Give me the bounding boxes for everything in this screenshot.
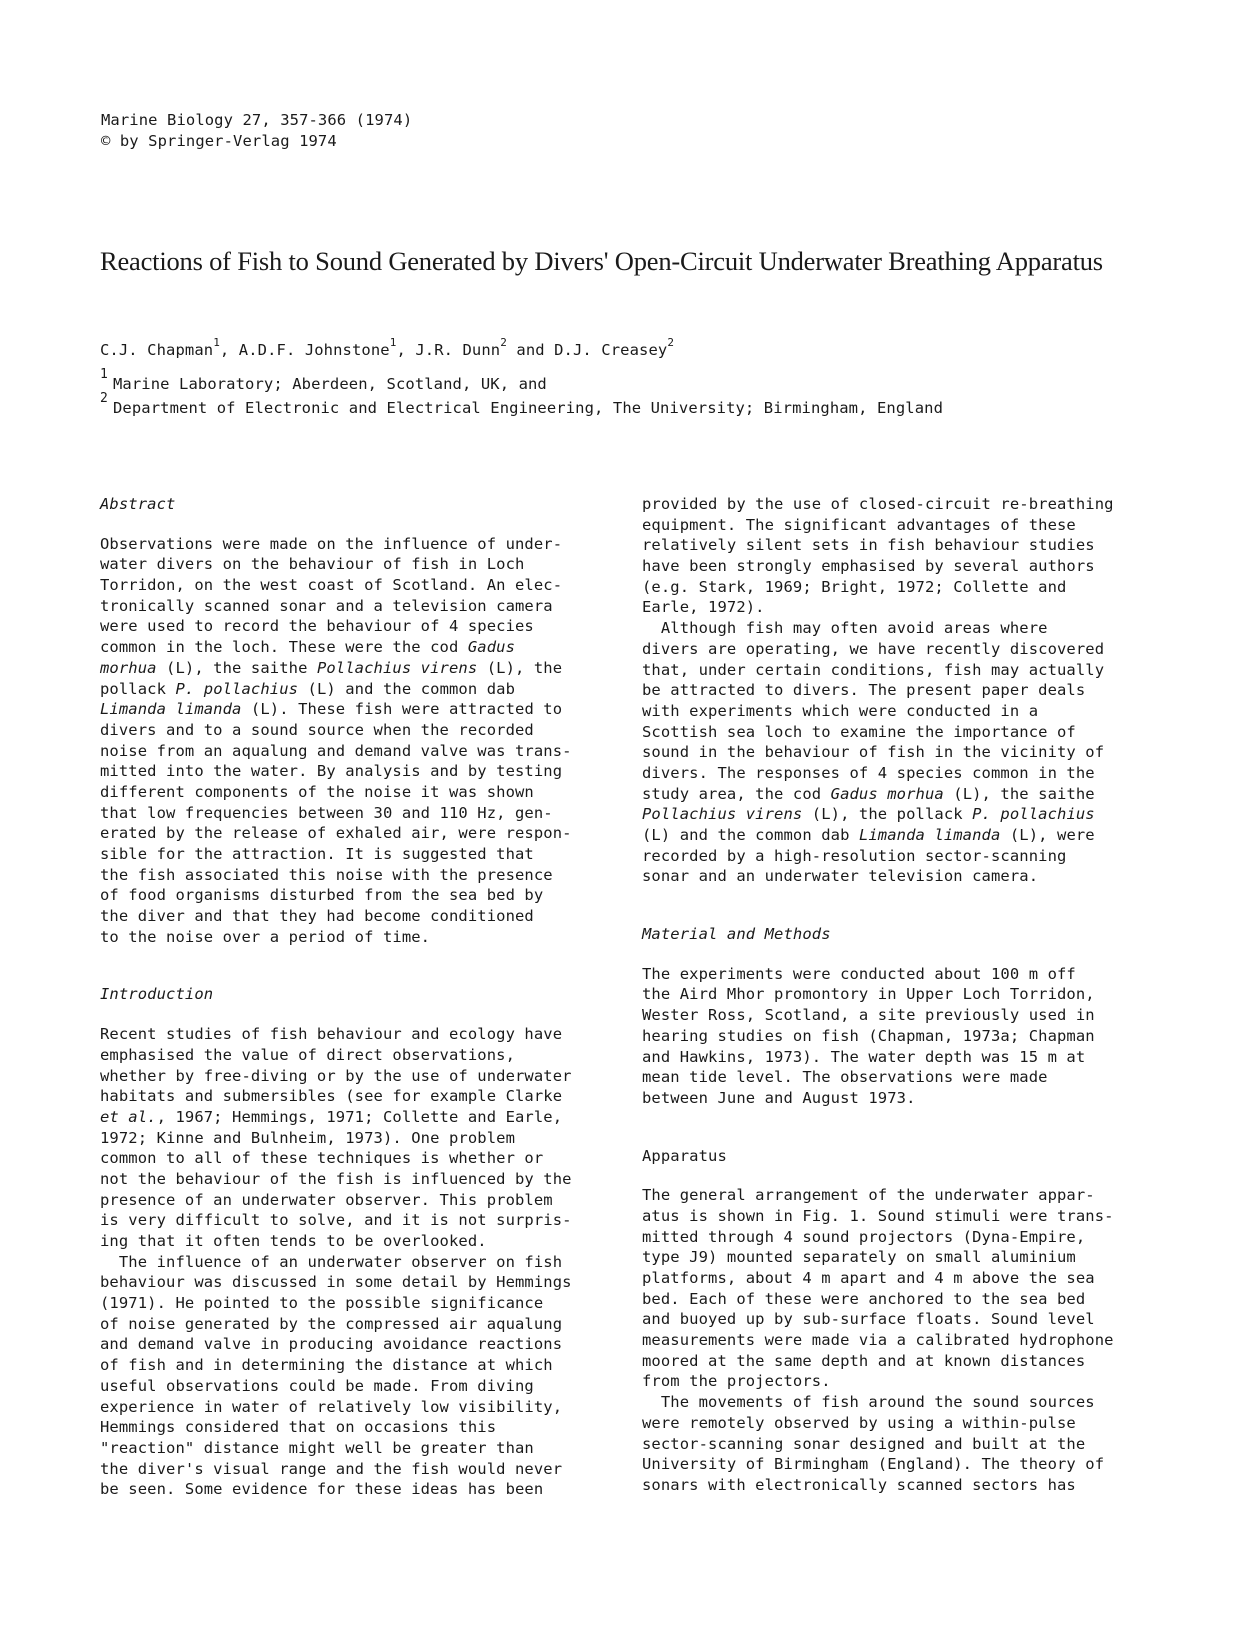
methods-heading: Material and Methods [642, 925, 831, 944]
text-line: have been strongly emphasised by several authors [642, 557, 1095, 576]
author-list: C.J. Chapman$^1$, A.D.F. Johnstone$^1$, J.R. Dunn$^2$ and D.J. Creasey$^2$ [100, 336, 675, 359]
text-line: 1972; Kinne and Bulnheim, 1973). One problem [100, 1128, 515, 1147]
apparatus-paragraph [642, 1185, 1147, 1495]
text-line: whether by free-diving or by the use of underwater [100, 1066, 572, 1085]
text-line: water divers on the behaviour of fish in Loch [100, 555, 525, 574]
text-line: Recent studies of fish behaviour and ecology have [100, 1025, 563, 1044]
text-line: were remotely observed by using a within-pulse [642, 1413, 1076, 1432]
author-affiliation-mark: 1 [213, 336, 220, 349]
text-line: platforms, about 4 m apart and 4 m above the sea [642, 1269, 1095, 1288]
text-line: Wester Ross, Scotland, a site previously used in [642, 1006, 1095, 1025]
text-line: and demand valve in producing avoidance reactions [100, 1335, 563, 1354]
text-line: of noise generated by the compressed air aqualung [100, 1314, 563, 1333]
text-line: sible for the attraction. It is suggested that [100, 845, 534, 864]
text-line: mitted into the water. By analysis and by testing [100, 762, 563, 781]
introduction-paragraph [100, 1024, 605, 1500]
author-name: A.D.F. Johnstone [238, 341, 390, 359]
text-line: hearing studies on fish (Chapman, 1973a; Chapman [642, 1026, 1095, 1045]
text-line: Scottish sea loch to examine the importance of [642, 722, 1076, 741]
abstract-heading: Abstract [100, 495, 176, 513]
journal-header [101, 110, 412, 151]
text-line: were used to record the behaviour of 4 species [100, 617, 534, 636]
text-line: morhua (L), the saithe Pollachius virens (L), the [100, 658, 563, 677]
text-line: atus is shown in Fig. 1. Sound stimuli were trans- [642, 1206, 1114, 1225]
author-name: D.J. Creasey [554, 341, 668, 359]
text-line: from the projectors. [642, 1372, 831, 1391]
text-line: and buoyed up by sub-surface floats. Sound level [642, 1310, 1095, 1329]
text-line: divers. The responses of 4 species common in the [642, 763, 1095, 782]
text-line: sound in the behaviour of fish in the vicinity of [642, 743, 1105, 762]
text-line: to the noise over a period of time. [100, 927, 431, 946]
text-line: between June and August 1973. [642, 1088, 916, 1107]
methods-paragraph [642, 964, 1147, 1109]
introduction-heading: Introduction [100, 985, 214, 1004]
text-line: (L) and the common dab Limanda limanda (L), were [642, 826, 1095, 844]
text-line: sector-scanning sonar designed and built at the [642, 1434, 1086, 1453]
affiliations [100, 367, 943, 419]
text-line: useful observations could be made. From diving [100, 1376, 534, 1395]
text-line: Hemmings considered that on occasions this [100, 1418, 497, 1437]
text-line: ing that it often tends to be overlooked. [100, 1232, 487, 1251]
text-line: erated by the release of exhaled air, were respon- [100, 824, 572, 843]
text-line: University of Birmingham (England). The theory of [642, 1455, 1105, 1474]
paper-title: Reactions of Fish to Sound Generated by Divers' Open-Circuit Underwater Breathing Apparatus [100, 246, 1103, 276]
text-line: the fish associated this noise with the presence [100, 865, 553, 884]
text-line: presence of an underwater observer. This problem [100, 1190, 553, 1209]
text-line: "reaction" distance might well be greater than [100, 1438, 534, 1457]
text-line: recorded by a high-resolution sector-scanning [642, 846, 1067, 865]
text-line: (1971). He pointed to the possible significance [100, 1294, 544, 1313]
text-line: Earle, 1972). [642, 598, 765, 617]
journal-copyright: © by Springer-Verlag 1974 [101, 131, 337, 150]
text-line: (e.g. Stark, 1969; Bright, 1972; Collette and [642, 577, 1067, 596]
text-line: tronically scanned sonar and a television camera [100, 596, 553, 615]
text-line: be attracted to divers. The present paper deals [642, 681, 1086, 700]
text-line: divers are operating, we have recently discovered [642, 639, 1105, 658]
author-affiliation-mark: 1 [389, 336, 397, 349]
affiliation-mark: 1 [100, 367, 108, 382]
text-line: emphasised the value of direct observations, [100, 1045, 515, 1064]
text-line: behaviour was discussed in some detail by Hemmings [100, 1273, 572, 1292]
abstract-paragraph [100, 534, 605, 948]
apparatus-heading: Apparatus [642, 1146, 727, 1165]
author-name: J.R. Dunn [415, 341, 501, 359]
text-line: be seen. Some evidence for these ideas has been [100, 1480, 544, 1499]
author-name: C.J. Chapman [100, 341, 214, 359]
text-line: that low frequencies between 30 and 110 Hz, gen- [100, 803, 553, 822]
affiliation-text: Marine Laboratory; Aberdeen, Scotland, UK, and [113, 375, 547, 393]
text-line: The movements of fish around the sound sources [642, 1393, 1095, 1412]
text-line: The general arrangement of the underwater appar- [642, 1186, 1095, 1205]
text-line: common in the loch. These were the cod Gadus [100, 638, 516, 657]
text-line: equipment. The significant advantages of these [642, 515, 1076, 534]
affiliation-mark: 2 [100, 391, 108, 406]
text-line: the Aird Mhor promontory in Upper Loch Torridon, [642, 985, 1095, 1004]
text-line: pollack P. pollachius (L) and the common dab [100, 679, 516, 698]
text-line: common to all of these techniques is whether or [100, 1149, 544, 1168]
introduction-continued-paragraph [642, 494, 1147, 887]
text-line: and Hawkins, 1973). The water depth was 15 m at [642, 1047, 1086, 1066]
text-line: Torridon, on the west coast of Scotland. An elec- [100, 576, 563, 595]
left-column [100, 494, 605, 1500]
text-line: relatively silent sets in fish behaviour studies [642, 536, 1095, 555]
affiliation-text: Department of Electronic and Electrical Engineering, The University; Birmingham, England [113, 399, 943, 417]
text-line: with experiments which were conducted in a [642, 701, 1039, 720]
text-line: different components of the noise it was shown [100, 782, 534, 801]
text-line: of food organisms disturbed from the sea bed by [100, 886, 544, 905]
text-line: moored at the same depth and at known distances [642, 1351, 1086, 1370]
text-line: the diver and that they had become conditioned [100, 907, 534, 926]
right-column [642, 494, 1147, 1496]
text-line: Although fish may often avoid areas where [642, 619, 1048, 638]
text-line: divers and to a sound source when the recorded [100, 720, 534, 739]
text-line: Pollachius virens (L), the pollack P. pollachius [642, 805, 1095, 824]
text-line: The influence of an underwater observer on fish [100, 1252, 563, 1271]
text-line: is very difficult to solve, and it is not surpris- [100, 1211, 572, 1230]
text-line: Limanda limanda (L). These fish were attracted to [100, 700, 563, 719]
text-line: mitted through 4 sound projectors (Dyna-Empire, [642, 1227, 1086, 1246]
text-line: sonars with electronically scanned sectors has [642, 1475, 1076, 1494]
text-line: measurements were made via a calibrated hydrophone [642, 1331, 1114, 1350]
text-line: not the behaviour of the fish is influenced by the [100, 1169, 572, 1188]
text-line: Observations were made on the influence of under- [100, 534, 563, 553]
text-line: habitats and submersibles (see for example Clarke [100, 1087, 563, 1106]
text-line: sonar and an underwater television camera. [642, 867, 1039, 886]
text-line: mean tide level. The observations were made [642, 1068, 1048, 1087]
author-affiliation-mark: 2 [500, 336, 507, 349]
affiliation-line [100, 391, 943, 419]
text-line: provided by the use of closed-circuit re-breathing [642, 495, 1114, 513]
text-line: of fish and in determining the distance at which [100, 1356, 553, 1375]
author-affiliation-mark: 2 [667, 336, 675, 349]
text-line: the diver's visual range and the fish would never [100, 1459, 563, 1478]
text-line: noise from an aqualung and demand valve was trans- [100, 741, 572, 760]
journal-citation: Marine Biology 27, 357-366 (1974) [101, 111, 413, 129]
text-line: type J9) mounted separately on small aluminium [642, 1248, 1076, 1267]
text-line: study area, the cod Gadus morhua (L), the saithe [642, 784, 1095, 803]
affiliation-line [100, 367, 943, 398]
text-line: bed. Each of these were anchored to the sea bed [642, 1289, 1086, 1308]
text-line: that, under certain conditions, fish may actually [642, 660, 1105, 679]
text-line: experience in water of relatively low visibility, [100, 1397, 563, 1416]
text-line: The experiments were conducted about 100 m off [642, 964, 1076, 983]
text-line: et al., 1967; Hemmings, 1971; Collette and Earle, [100, 1107, 563, 1126]
